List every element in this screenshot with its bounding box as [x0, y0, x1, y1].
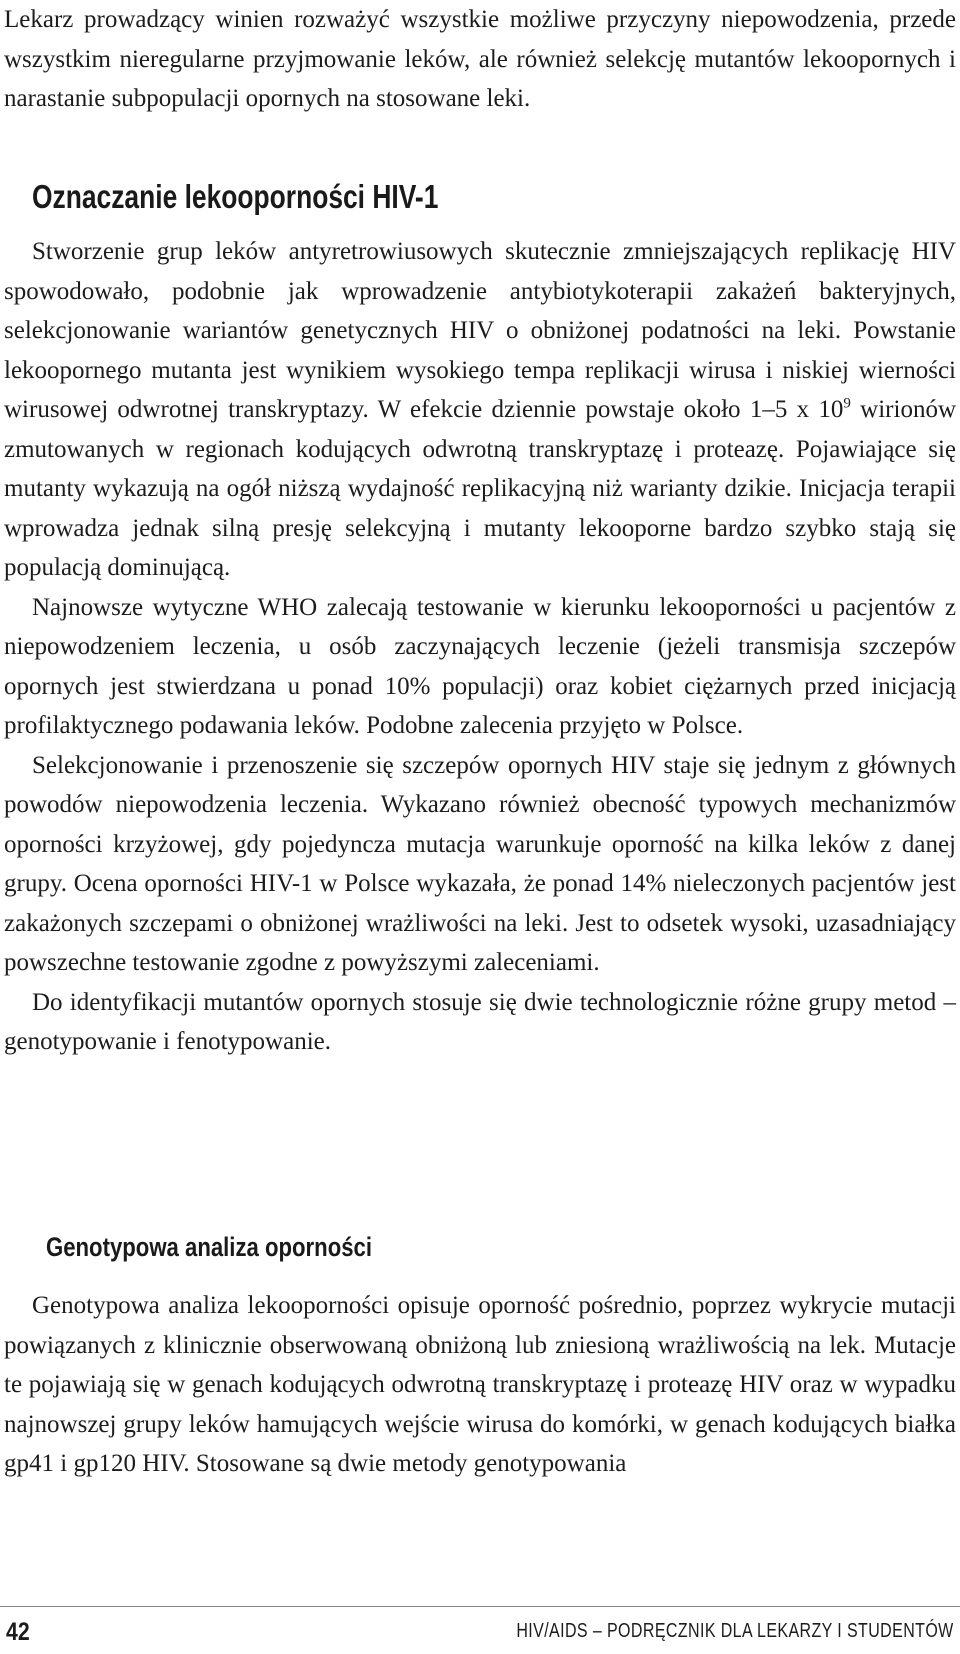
paragraph-5: Genotypowa analiza lekooporności opisuje oporność pośrednio, poprzez wykrycie mutacji powiązanych z klinicznie obserwowaną obniżoną lub zniesioną wrażliwością na lek. Mutacje te pojawiają się w genach kodujących odwrotną transkryptazę i proteazę HIV oraz w wypadku najnowszej grupy leków hamujących wejście wirusa do komórki, w genach kodujących białka gp41 i gp120 HIV. Stosowane są dwie metody genotypowania [4, 1292, 956, 1477]
page-number: 42 [6, 1618, 30, 1646]
footer-divider [0, 1606, 960, 1607]
paragraph-4: Do identyfikacji mutantów opornych stosuje się dwie technologicznie różne grupy metod – genotypowanie i fenotypowanie. [4, 988, 956, 1055]
section-heading-resistance-testing: Oznaczanie lekooporności HIV-1 [32, 178, 439, 215]
running-title: HIV/AIDS – PODRĘCZNIK DLA LEKARZY I STUDENTÓW [516, 1620, 954, 1642]
page-footer [0, 1606, 960, 1646]
paragraph-1 [4, 232, 956, 588]
paragraph-2: Najnowsze wytyczne WHO zalecają testowanie w kierunku lekooporności u pacjentów z niepowodzeniem leczenia, u osób zaczynających leczenie (jeżeli transmisja szczepów opornych jest stwierdzana u ponad 10% populacji) oraz kobiet ciężarnych przed inicjacją profilaktycznego podawania leków. Podobne zalecenia przyjęto w Polsce. [4, 593, 956, 739]
paragraph-3: Selekcjonowanie i przenoszenie się szczepów opornych HIV staje się jednym z głównych powodów niepowodzenia leczenia. Wykazano również obecność typowych mechanizmów oporności krzyżowej, gdy pojedyncza mutacja warunkuje oporność na kilka leków z danej grupy. Ocena oporności HIV-1 w Polsce wykazała, że ponad 14% nieleczonych pacjentów jest zakażonych szczepami o obniżonej wrażliwości na leki. Jest to odsetek wysoki, uzasadniający powszechne testowanie zgodne z powyższymi zaleceniami. [4, 751, 956, 976]
intro-section [4, 0, 956, 119]
exponent: 9 [843, 395, 851, 412]
paragraph-1-text: Stworzenie grup leków antyretrowiusowych skutecznie zmniejszających replikację HIV spowodowało, podobnie jak wprowadzenie antybiotykoterapii zakażeń bakteryjnych, selekcjonowanie wariantów genetycznych HIV o obniżonej podatności na leki. Powstanie lekoopornego mutanta jest wynikiem wysokiego tempa replikacji wirusa i niskiej wierności wirusowej odwrotnej transkryptazy. W efekcie dziennie powstaje około 1–5 x 10 [4, 238, 956, 423]
intro-paragraph: Lekarz prowadzący winien rozważyć wszystkie możliwe przyczyny niepowodzenia, przede wszystkim nieregularne przyjmowanie leków, ale również selekcję mutantów lekoopornych i narastanie subpopulacji opornych na stosowane leki. [4, 6, 956, 112]
section-resistance-testing [4, 232, 956, 1062]
section-heading-genotypic-analysis: Genotypowa analiza oporności [46, 1232, 373, 1262]
section-genotypic-analysis [4, 1286, 956, 1484]
paragraph-1-text-cont: wirionów zmutowanych w regionach kodujących odwrotną transkryptazę i proteazę. Pojawiające się mutanty wykazują na ogół niższą wydajność replikacyjną niż warianty dzikie. Inicjacja terapii wprowadza jednak silną presję selekcyjną i mutanty lekooporne bardzo szybko stają się populacją dominującą. [4, 396, 956, 581]
